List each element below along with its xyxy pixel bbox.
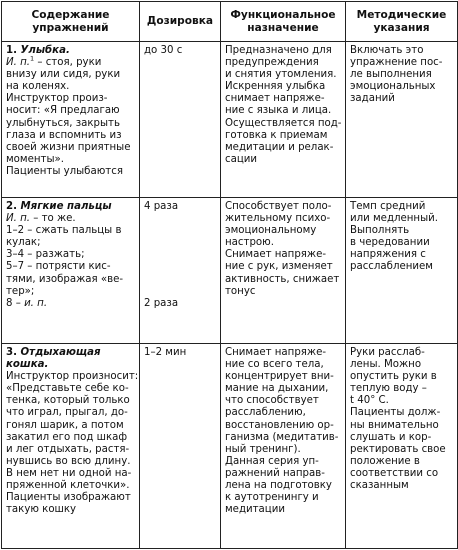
dosage-value: 4 раза bbox=[144, 201, 179, 212]
notes-line: заданий bbox=[350, 93, 395, 105]
table-row bbox=[2, 344, 458, 549]
content-line: кулак; bbox=[6, 237, 41, 249]
notes-cell bbox=[346, 42, 458, 198]
function-cell bbox=[221, 42, 346, 198]
content-line: 8 – и. п. bbox=[6, 297, 48, 309]
function-line: медитации и релак- bbox=[225, 141, 334, 153]
content-line: тер»; bbox=[6, 285, 35, 297]
function-line: мание на дыхании, bbox=[225, 383, 329, 395]
function-line: ние с языка и лица. bbox=[225, 105, 332, 117]
notes-line: в чередовании bbox=[350, 237, 430, 249]
function-cell bbox=[221, 344, 346, 549]
notes-line: Включать это bbox=[350, 45, 424, 56]
content-line: Пациенты изображают bbox=[6, 492, 131, 504]
function-line: к аутотренингу и bbox=[225, 492, 319, 504]
function-line: эмоциональному bbox=[225, 225, 317, 237]
function-line: Искренняя улыбка bbox=[225, 81, 326, 93]
function-line: тонус bbox=[225, 285, 256, 297]
content-line: внизу или сидя, руки bbox=[6, 69, 121, 81]
content-line: тенка, который только bbox=[6, 395, 130, 407]
notes-line: ны внимательно bbox=[350, 419, 439, 431]
notes-line: или медленный. bbox=[350, 213, 438, 225]
function-line: снимает напряже- bbox=[225, 93, 325, 105]
content-line: Инструктор произносит: bbox=[6, 371, 139, 383]
function-line: предупреждения bbox=[225, 57, 319, 69]
content-line: 3–4 – разжать; bbox=[6, 249, 85, 261]
content-line: закатил его под шкаф bbox=[6, 431, 128, 443]
content-line: 5–7 – потрясти кис- bbox=[6, 261, 111, 273]
dosage-cell bbox=[140, 344, 221, 549]
notes-line: Руки расслаб- bbox=[350, 347, 425, 358]
notes-line: t 40° С. bbox=[350, 395, 389, 407]
function-line: медитации bbox=[225, 504, 285, 516]
content-line: пряженной клеточки». bbox=[6, 480, 130, 492]
content-line: Инструктор произ- bbox=[6, 93, 108, 105]
exercise-content-cell bbox=[2, 42, 140, 198]
notes-line: лены. Можно bbox=[350, 359, 422, 371]
table-row bbox=[2, 42, 458, 198]
content-line: моменты». bbox=[6, 153, 64, 165]
notes-line: Темп средний bbox=[350, 201, 426, 212]
function-line: ние с рук, изменяет bbox=[225, 261, 333, 273]
exercise-table bbox=[1, 1, 458, 549]
function-line: Данная серия уп- bbox=[225, 455, 319, 467]
function-line: ражнений направ- bbox=[225, 467, 325, 479]
dosage-value: 2 раза bbox=[144, 298, 179, 310]
function-line: Способствует поло- bbox=[225, 201, 332, 212]
dosage-value: до 30 с bbox=[144, 45, 183, 56]
notes-line: ректировать свое bbox=[350, 443, 446, 455]
content-line: что играл, прыгал, до- bbox=[6, 407, 128, 419]
content-line: такую кошку bbox=[6, 504, 77, 516]
function-line: настрою. bbox=[225, 237, 274, 249]
content-line: глаза и вспомнить из bbox=[6, 129, 122, 141]
header-dosage: Дозировка bbox=[140, 2, 221, 42]
content-line: В нем нет ни одной на- bbox=[6, 467, 132, 479]
function-line: Снимает напряже- bbox=[225, 249, 327, 261]
header-content: Содержание упражнений bbox=[2, 2, 140, 42]
notes-line: теплую воду – bbox=[350, 383, 427, 395]
function-cell bbox=[221, 198, 346, 344]
function-line: активность, снижает bbox=[225, 273, 340, 285]
notes-line: эмоциональных bbox=[350, 81, 436, 93]
notes-line: слушать и кор- bbox=[350, 431, 432, 443]
header-notes: Методические указания bbox=[346, 2, 458, 42]
notes-line: ле выполнения bbox=[350, 69, 432, 81]
notes-line: соответствии со bbox=[350, 467, 439, 479]
function-line: что способствует bbox=[225, 395, 319, 407]
dosage-cell bbox=[140, 198, 221, 344]
function-line: расслаблению, bbox=[225, 407, 306, 419]
content-line: на коленях. bbox=[6, 81, 70, 93]
content-line: нувшись во всю длину. bbox=[6, 455, 131, 467]
notes-line: Пациенты долж- bbox=[350, 407, 441, 419]
content-line: гонял шарик, а потом bbox=[6, 419, 124, 431]
content-line: носит: «Я предлагаю bbox=[6, 105, 120, 117]
function-line: ние со всего тела, bbox=[225, 359, 324, 371]
content-line: «Представьте себе ко- bbox=[6, 383, 129, 395]
content-line: своей жизни приятные bbox=[6, 141, 131, 153]
exercise-content-cell bbox=[2, 198, 140, 344]
function-line: сации bbox=[225, 153, 258, 165]
header-function: Функциональное назначение bbox=[221, 2, 346, 42]
function-line: Осуществляется под- bbox=[225, 117, 342, 129]
exercise-title: 3. Отдыхающая bbox=[6, 347, 101, 358]
dosage-cell bbox=[140, 42, 221, 198]
content-line: И. п. – то же. bbox=[6, 213, 76, 225]
function-line: концентрирует вни- bbox=[225, 371, 334, 383]
notes-line: сказанным bbox=[350, 480, 409, 492]
function-line: ный тренинг). bbox=[225, 443, 301, 455]
notes-line: упражнение пос- bbox=[350, 57, 443, 69]
notes-line: напряжения с bbox=[350, 249, 426, 261]
function-line: жительному психо- bbox=[225, 213, 331, 225]
exercise-title: 1. Улыбка. bbox=[6, 45, 70, 56]
notes-cell bbox=[346, 344, 458, 549]
notes-cell bbox=[346, 198, 458, 344]
exercise-content-cell bbox=[2, 344, 140, 549]
content-line: Пациенты улыбаются bbox=[6, 165, 123, 177]
table-header-row bbox=[2, 2, 458, 42]
notes-line: Выполнять bbox=[350, 225, 410, 237]
function-line: лена на подготовку bbox=[225, 480, 332, 492]
content-line: улыбнуться, закрыть bbox=[6, 117, 120, 129]
function-line: ганизма (медитатив- bbox=[225, 431, 339, 443]
content-line: И. п.$^1$ – стоя, руки bbox=[6, 54, 102, 69]
notes-line: расслаблением bbox=[350, 261, 433, 273]
function-line: Предназначено для bbox=[225, 45, 332, 56]
function-line: готовка к приемам bbox=[225, 129, 328, 141]
content-line: и лег отдыхать, растя- bbox=[6, 443, 130, 455]
table-row bbox=[2, 198, 458, 344]
function-line: и снятия утомления. bbox=[225, 69, 337, 81]
notes-line: опустить руки в bbox=[350, 371, 437, 383]
exercise-title: кошка. bbox=[6, 359, 49, 371]
notes-line: положение в bbox=[350, 455, 420, 467]
function-line: Снимает напряже- bbox=[225, 347, 327, 358]
exercise-title: 2. Мягкие пальцы bbox=[6, 201, 112, 212]
content-line: 1–2 – сжать пальцы в bbox=[6, 225, 122, 237]
content-line: тями, изображая «ве- bbox=[6, 273, 124, 285]
function-line: восстановлению ор- bbox=[225, 419, 334, 431]
dosage-value: 1–2 мин bbox=[144, 347, 187, 358]
